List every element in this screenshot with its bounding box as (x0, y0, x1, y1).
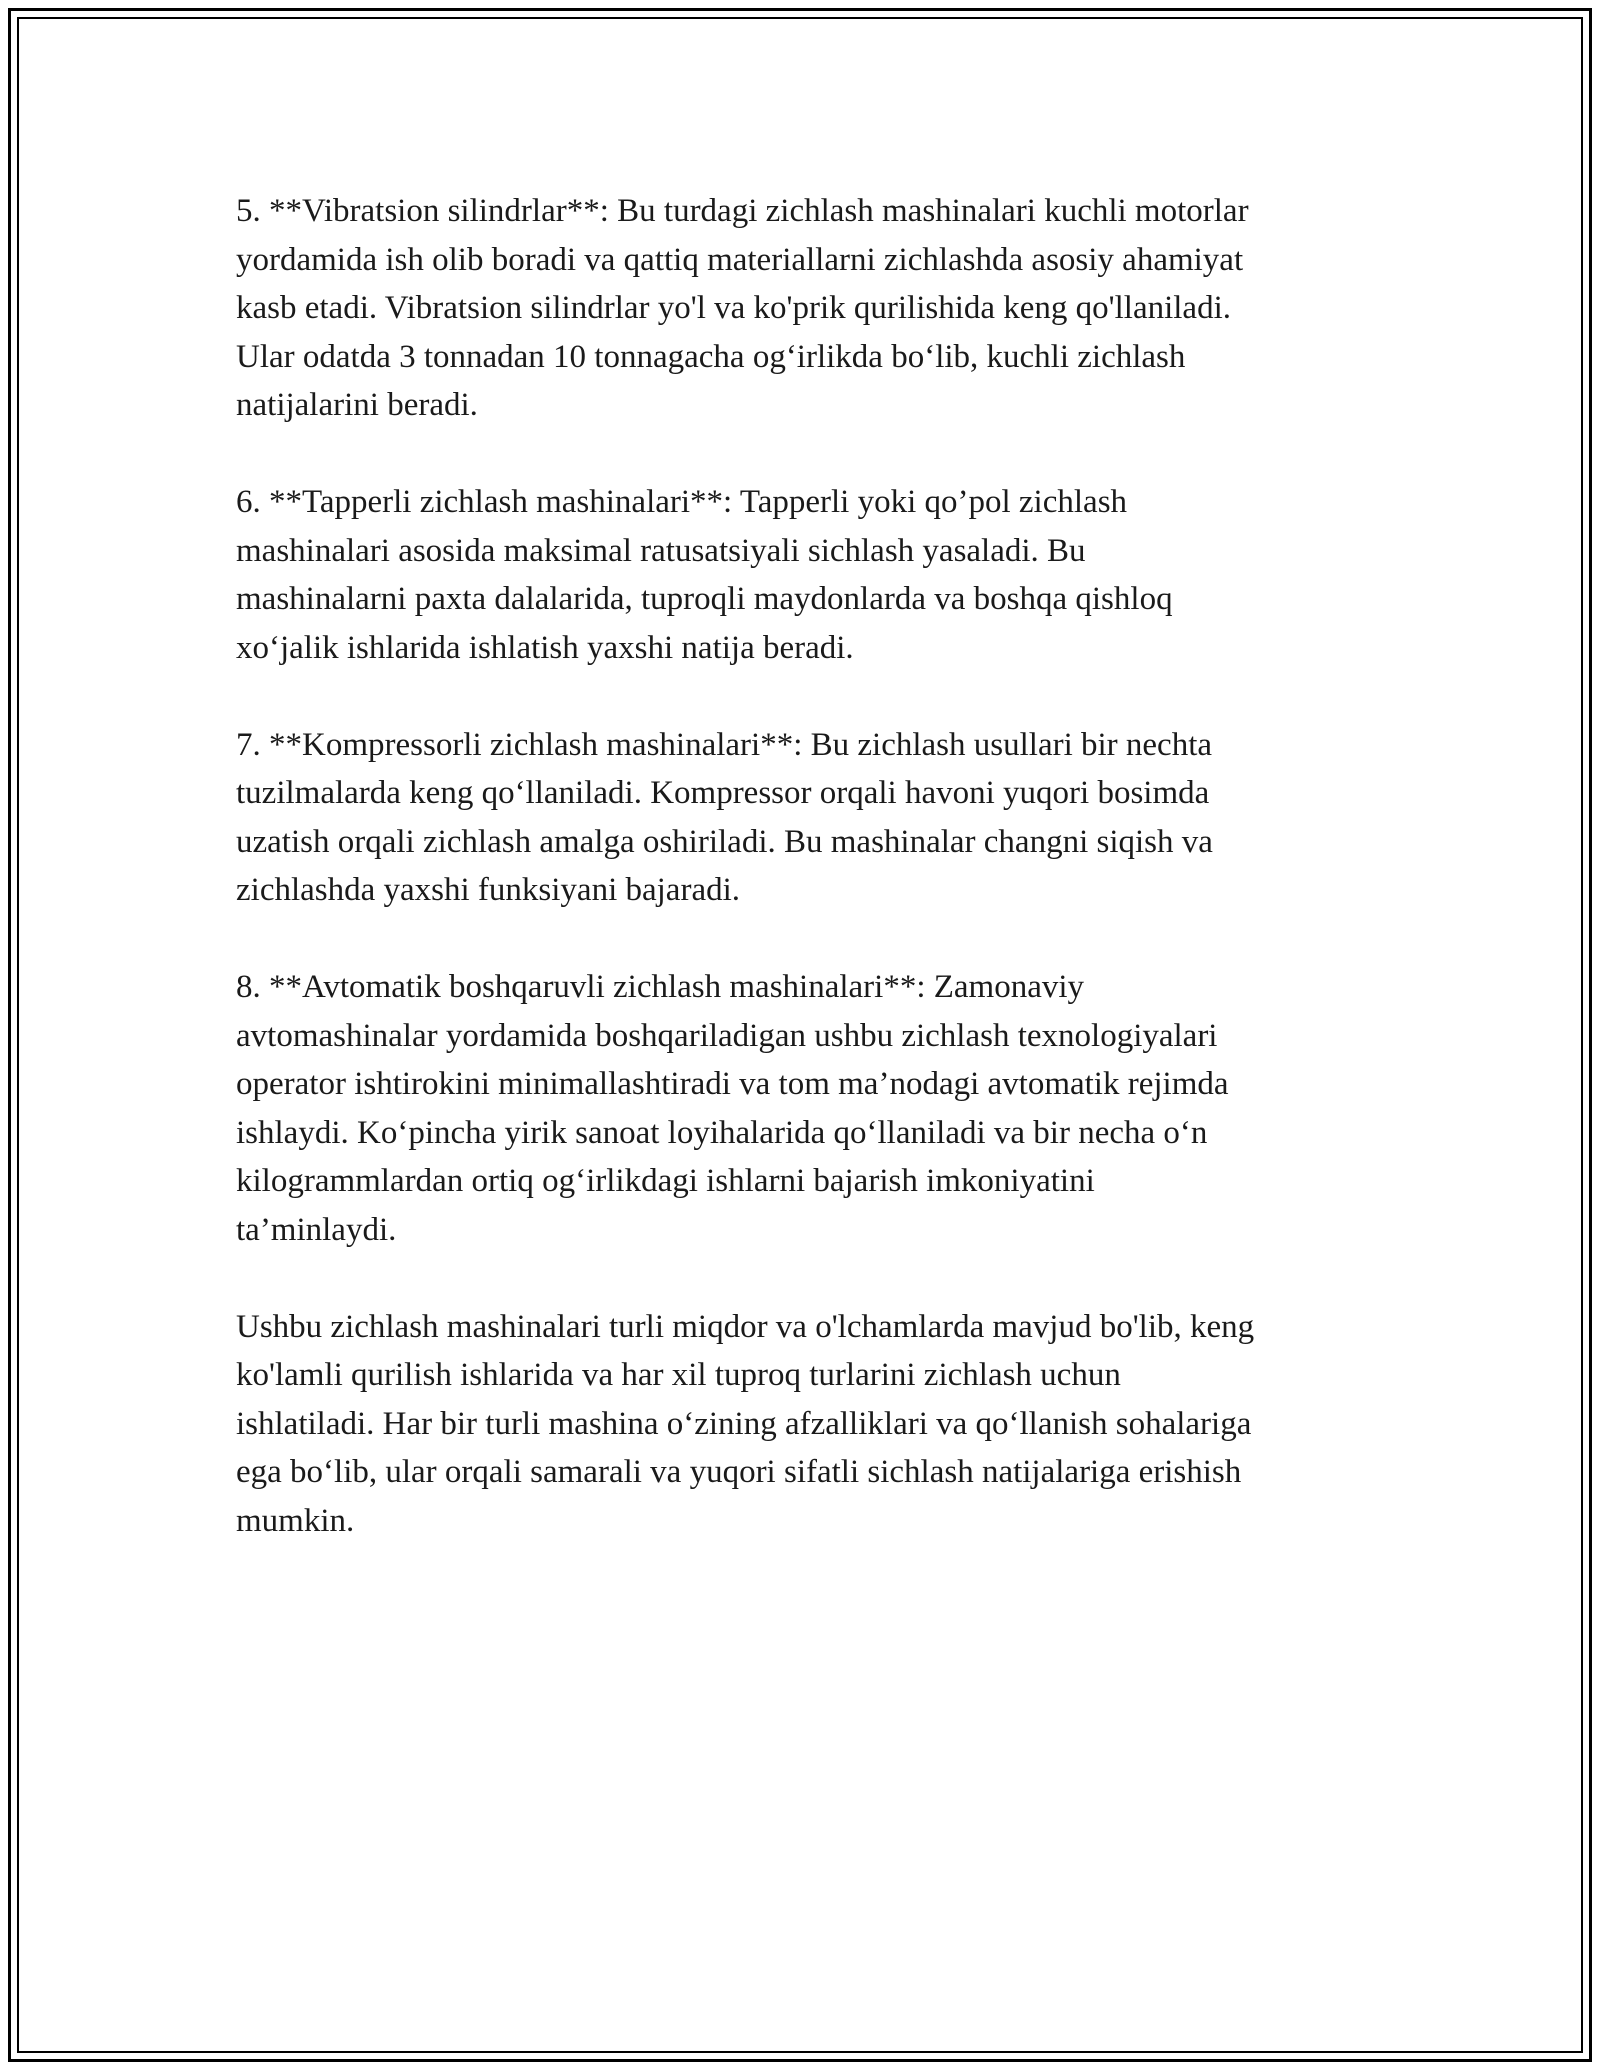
paragraph-avtomatik-mashinalar: 8. **Avtomatik boshqaruvli zichlash mashinalari**: Zamonaviy avtomashinalar yordamida boshqariladigan ushbu zichlash texnologiyalari operator ishtirokini minimallashtiradi va tom ma’nodagi avtomatik rejimda ishlaydi. Ko‘pincha yirik sanoat loyihalarida qo‘llaniladi va bir necha o‘n kilogrammlardan ortiq og‘irlikdagi ishlarni bajarish imkoniyatini ta’minlaydi. (236, 969, 1229, 1248)
paragraph-conclusion: Ushbu zichlash mashinalari turli miqdor va o'lchamlarda mavjud bo'lib, keng ko'lamli qurilish ishlarida va har xil tuproq turlarini zichlash uchun ishlatiladi. Har bir turli mashina o‘zining afzalliklari va qo‘llanish sohalariga ega bo‘lib, ular orqali samarali va yuqori sifatli sichlash natijalariga erishish mumkin. (236, 1308, 1255, 1539)
document-body (236, 187, 1371, 1545)
paragraph-vibratsion-silindrlar: 5. **Vibratsion silindrlar**: Bu turdagi zichlash mashinalari kuchli motorlar yordamida ish olib boradi va qattiq materiallarni zichlashda asosiy ahamiyat kasb etadi. Vibratsion silindrlar yo'l va ko'prik qurilishida keng qo'llaniladi. Ular odatda 3 tonnadan 10 tonnagacha og‘irlikda bo‘lib, kuchli zichlash natijalarini beradi. (236, 193, 1249, 423)
paragraph-tapperli-mashinalar: 6. **Tapperli zichlash mashinalari**: Tapperli yoki qo’pol zichlash mashinalari asosida maksimal ratusatsiyali sichlash yasaladi. Bu mashinalarni paxta dalalarida, tuproqli maydonlarda va boshqa qishloq xo‘jalik ishlarida ishlatish yaxshi natija beradi. (236, 484, 1173, 666)
paragraph-kompressorli-mashinalar: 7. **Kompressorli zichlash mashinalari**: Bu zichlash usullari bir nechta tuzilmalarda keng qo‘llaniladi. Kompressor orqali havoni yuqori bosimda uzatish orqali zichlash amalga oshiriladi. Bu mashinalar changni siqish va zichlashda yaxshi funksiyani bajaradi. (236, 726, 1213, 908)
